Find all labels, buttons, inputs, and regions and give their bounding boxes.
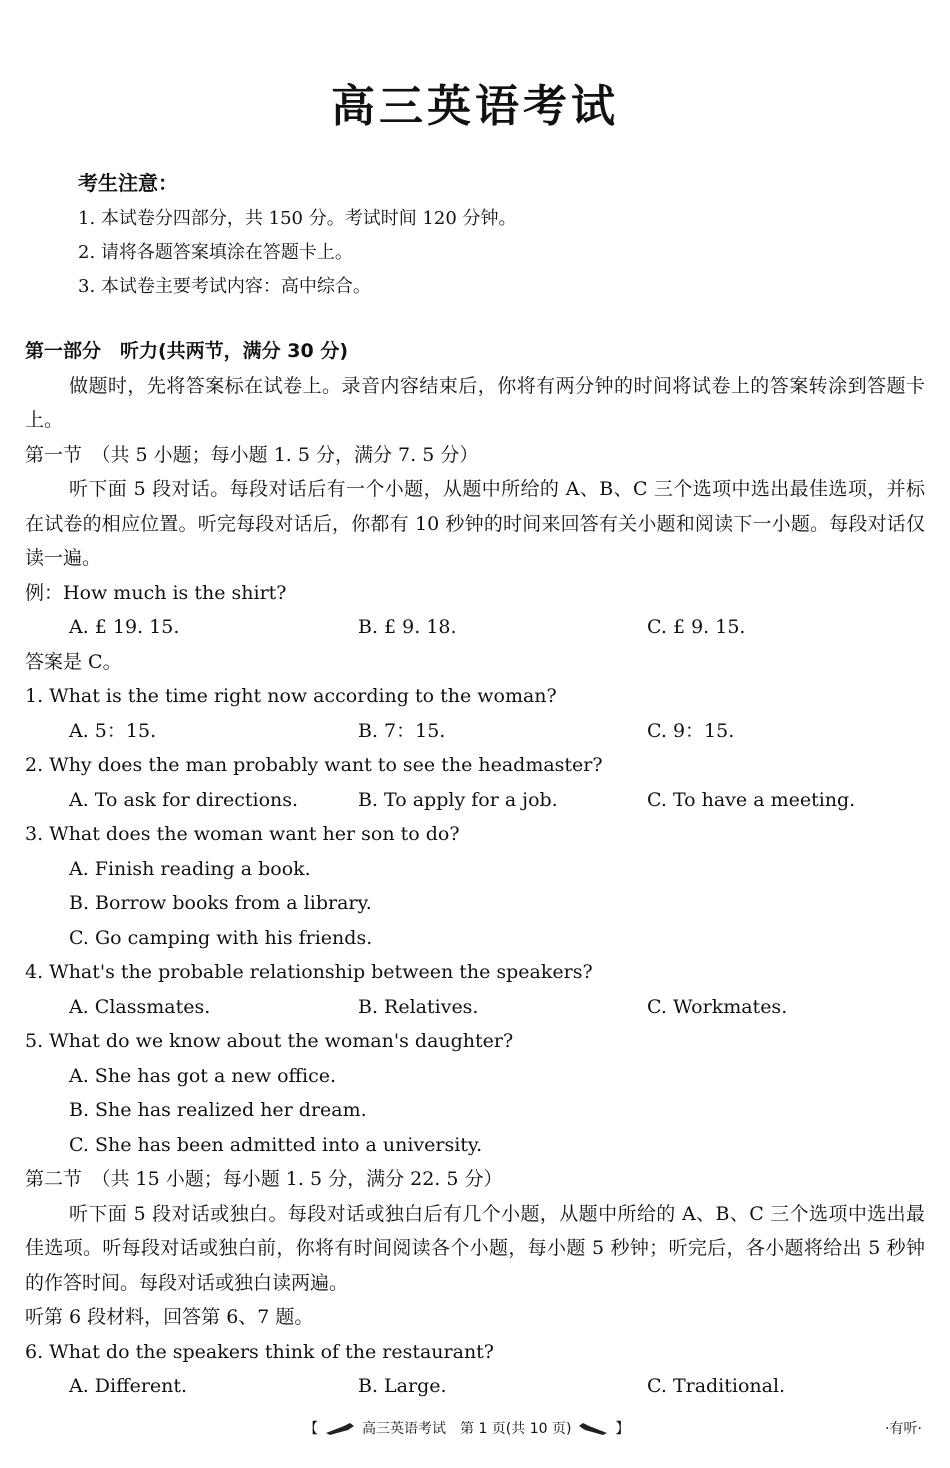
question-4: 4. What's the probable relationship between the speakers? — [25, 961, 593, 983]
question-1: 1. What is the time right now according to the woman? — [25, 685, 557, 707]
option-c: C. To have a meeting. — [647, 788, 856, 811]
question-2-options — [25, 783, 925, 818]
option-b: B. £ 9. 18. — [358, 616, 457, 638]
option-c: C. Go camping with his friends. — [69, 926, 373, 949]
pencil-right-icon — [577, 1422, 609, 1436]
footer-right-bracket: 】 — [615, 1421, 630, 1437]
part1-heading: 第一部分 听力(共两节，满分 30 分) — [25, 340, 349, 362]
option-c: C. She has been admitted into a university. — [69, 1133, 483, 1156]
section1-instructions: 听下面 5 段对话。每段对话后有一个小题，从题中所给的 A、B、C 三个选项中选出最佳选项，并标在试卷的相应位置。听完每段对话后，你都有 10 秒钟的时间来回答有关小题和阅读下一小题。每段对话仅读一遍。 — [25, 478, 925, 569]
example-options — [25, 610, 925, 645]
option-a: A. £ 19. 15. — [69, 616, 180, 638]
section2-heading: 第二节 （共 15 小题；每小题 1. 5 分，满分 22. 5 分） — [25, 1168, 503, 1190]
question-4-options — [25, 990, 925, 1025]
option-a: A. To ask for directions. — [69, 788, 299, 811]
option-b: B. Large. — [358, 1375, 447, 1397]
question-5: 5. What do we know about the woman's daughter? — [25, 1030, 514, 1052]
question-2: 2. Why does the man probably want to see the headmaster? — [25, 754, 603, 776]
question-6: 6. What do the speakers think of the restaurant? — [25, 1340, 494, 1363]
option-b: B. Relatives. — [358, 995, 479, 1018]
pencil-left-icon — [324, 1422, 356, 1436]
option-c: C. £ 9. 15. — [647, 616, 746, 638]
option-a: A. Different. — [69, 1375, 188, 1397]
notice-heading: 考生注意： — [78, 171, 178, 195]
page-title: 高三英语考试 — [331, 81, 619, 132]
footer-text: 高三英语考试 第 1 页(共 10 页) — [362, 1421, 572, 1437]
option-a: A. She has got a new office. — [69, 1064, 337, 1087]
question-1-options — [25, 714, 925, 749]
option-a: A. 5：15. — [69, 719, 157, 742]
footer-left-bracket: 【 — [304, 1421, 318, 1437]
notice-block — [78, 168, 517, 304]
option-b: B. Borrow books from a library. — [69, 892, 372, 914]
notice-item: 3. 本试卷主要考试内容：高中综合。 — [78, 276, 371, 297]
section1-heading: 第一节 （共 5 小题；每小题 1. 5 分，满分 7. 5 分） — [25, 443, 479, 466]
section2-instructions: 听下面 5 段对话或独白。每段对话或独白后有几个小题，从题中所给的 A、B、C 三个选项中选出最佳选项。听每段对话或独白前，你将有时间阅读各个小题，每小题 5 秒钟；听完后，各小题将给出 5 秒钟的作答时间。每段对话或独白读两遍。 — [25, 1202, 925, 1294]
exam-body — [25, 334, 925, 1404]
option-c: C. Workmates. — [647, 995, 788, 1018]
material-note: 听第 6 段材料，回答第 6、7 题。 — [25, 1306, 314, 1328]
footer-watermark: ·有听· — [885, 1421, 922, 1437]
option-a: A. Classmates. — [69, 995, 211, 1018]
option-a: A. Finish reading a book. — [69, 857, 311, 880]
example-question: 例：How much is the shirt? — [25, 581, 287, 604]
question-3: 3. What does the woman want her son to do? — [25, 823, 460, 845]
option-c: C. 9：15. — [647, 719, 735, 742]
question-6-options — [25, 1369, 925, 1404]
option-b: B. She has realized her dream. — [69, 1099, 367, 1121]
page-footer — [0, 1414, 950, 1444]
option-c: C. Traditional. — [647, 1375, 786, 1397]
option-b: B. 7：15. — [358, 719, 446, 742]
part1-intro: 做题时，先将答案标在试卷上。录音内容结束后，你将有两分钟的时间将试卷上的答案转涂到答题卡上。 — [25, 374, 925, 431]
option-b: B. To apply for a job. — [358, 788, 558, 811]
example-answer: 答案是 C。 — [25, 650, 122, 673]
notice-item: 2. 请将各题答案填涂在答题卡上。 — [78, 242, 353, 263]
footer-page-label — [304, 1414, 629, 1444]
notice-item: 1. 本试卷分四部分，共 150 分。考试时间 120 分钟。 — [78, 208, 517, 229]
